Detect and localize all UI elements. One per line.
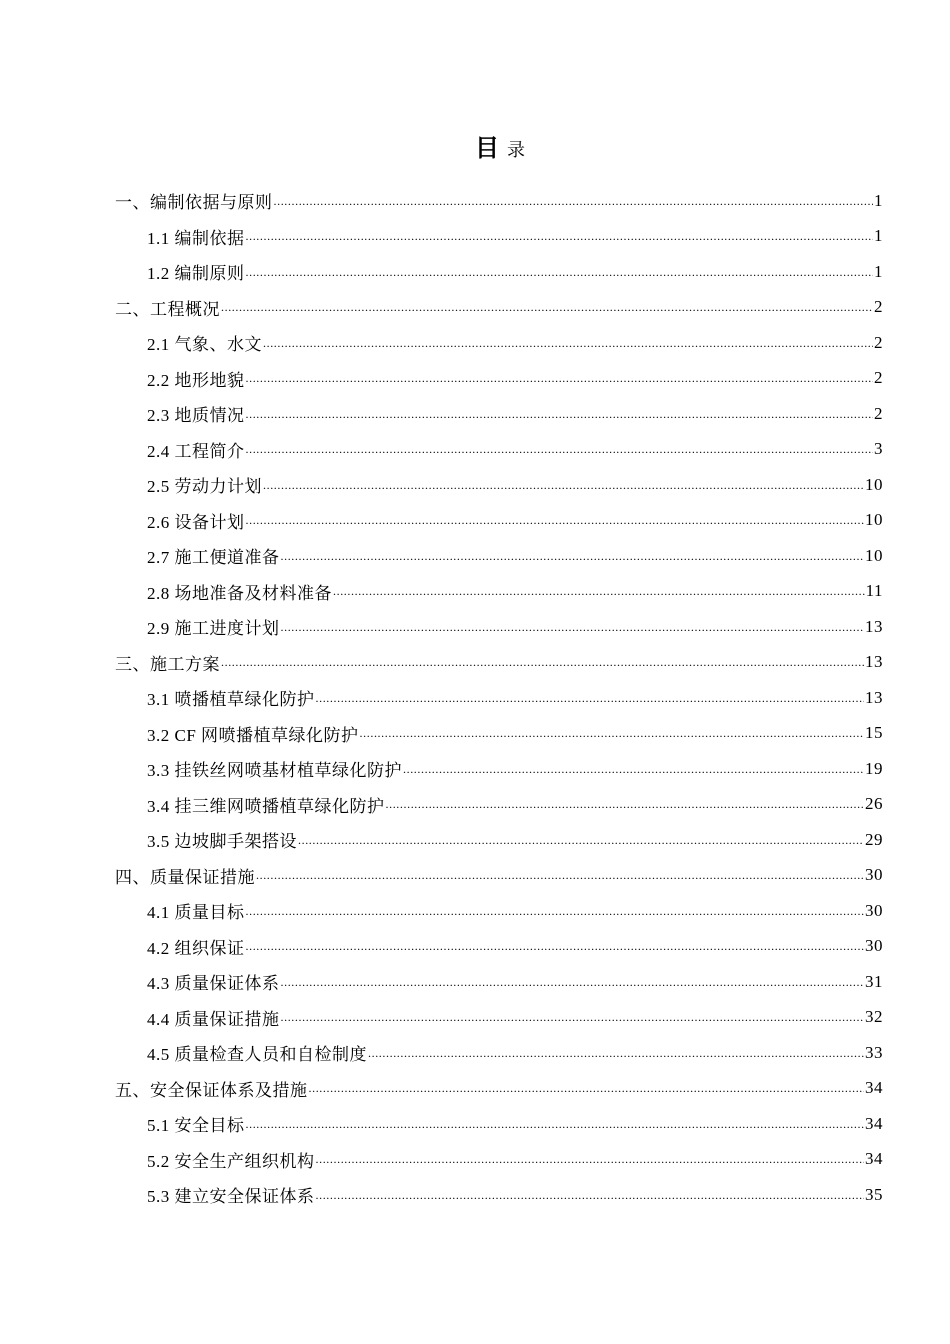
toc-leader-dots: [246, 371, 874, 391]
toc-entry[interactable]: [115, 467, 883, 503]
toc-title: [0, 134, 950, 165]
toc-entry-title: 4.3 质量保证体系: [147, 974, 280, 994]
toc-leader-dots: [246, 939, 865, 959]
toc-entry[interactable]: [115, 822, 883, 858]
toc-entry-title: 4.4 质量保证措施: [147, 1009, 280, 1029]
toc-page-number: 15: [865, 723, 883, 743]
toc-leader-dots: [368, 1046, 864, 1066]
toc-entry-title: 2.3 地质情况: [147, 406, 245, 426]
toc-entry-title: 5.1 安全目标: [147, 1116, 245, 1136]
toc-entry-title: 二、工程概况: [115, 299, 220, 319]
toc-entry[interactable]: [115, 787, 883, 823]
toc-page-number: 10: [865, 545, 883, 565]
toc-page-number: 1: [874, 190, 883, 210]
toc-entry[interactable]: [115, 929, 883, 965]
toc-entry-title: 三、施工方案: [115, 654, 220, 674]
toc-entry-title: 4.2 组织保证: [147, 938, 245, 958]
toc-page-number: 1: [874, 261, 883, 281]
toc-page-number: 30: [865, 936, 883, 956]
toc-entry-title: 一、编制依据与原则: [115, 193, 273, 213]
toc-page-number: 35: [865, 1184, 883, 1204]
toc-page-number: 30: [865, 900, 883, 920]
toc-leader-dots: [281, 549, 865, 569]
toc-leader-dots: [386, 797, 865, 817]
toc-leader-dots: [281, 1010, 865, 1030]
toc-entry[interactable]: [115, 396, 883, 432]
toc-leader-dots: [246, 904, 865, 924]
toc-leader-dots: [316, 1152, 865, 1172]
toc-entry-title: 2.4 工程简介: [147, 441, 245, 461]
toc-leader-dots: [263, 336, 873, 356]
toc-entry-title: 2.1 气象、水文: [147, 335, 262, 355]
table-of-contents: [115, 183, 883, 1213]
toc-leader-dots: [246, 229, 874, 249]
toc-entry-title: 3.3 挂铁丝网喷基材植草绿化防护: [147, 761, 402, 781]
toc-leader-dots: [403, 762, 864, 782]
toc-entry-title: 2.2 地形地貌: [147, 370, 245, 390]
toc-entry[interactable]: [115, 183, 883, 219]
toc-page-number: 34: [865, 1149, 883, 1169]
toc-entry[interactable]: [115, 290, 883, 326]
toc-entry-title: 3.2 CF 网喷播植草绿化防护: [147, 725, 359, 745]
toc-page-number: 30: [865, 865, 883, 885]
toc-entry-title: 1.2 编制原则: [147, 264, 245, 284]
toc-leader-dots: [274, 194, 874, 214]
toc-entry-title: 2.8 场地准备及材料准备: [147, 583, 332, 603]
toc-entry-title: 5.2 安全生产组织机构: [147, 1151, 315, 1171]
toc-entry[interactable]: [115, 858, 883, 894]
toc-entry[interactable]: [115, 716, 883, 752]
toc-entry-title: 5.3 建立安全保证体系: [147, 1187, 315, 1207]
toc-entry-title: 3.4 挂三维网喷播植草绿化防护: [147, 796, 385, 816]
toc-page-number: 1: [874, 226, 883, 246]
toc-leader-dots: [246, 1117, 865, 1137]
toc-page-number: 2: [874, 332, 883, 352]
toc-entry-title: 2.9 施工进度计划: [147, 619, 280, 639]
toc-title-main: 目: [475, 136, 499, 162]
toc-leader-dots: [246, 442, 874, 462]
toc-page-number: 33: [865, 1042, 883, 1062]
toc-leader-dots: [298, 833, 864, 853]
toc-entry[interactable]: [115, 1177, 883, 1213]
toc-entry[interactable]: [115, 361, 883, 397]
toc-entry[interactable]: [115, 680, 883, 716]
toc-entry[interactable]: [115, 1071, 883, 1107]
toc-leader-dots: [246, 407, 874, 427]
toc-page-number: 10: [865, 510, 883, 530]
toc-page-number: 34: [865, 1113, 883, 1133]
toc-entry-title: 3.1 喷播植草绿化防护: [147, 690, 315, 710]
toc-leader-dots: [221, 655, 864, 675]
toc-entry[interactable]: [115, 432, 883, 468]
toc-entry[interactable]: [115, 503, 883, 539]
toc-entry[interactable]: [115, 1000, 883, 1036]
toc-leader-dots: [281, 975, 865, 995]
toc-leader-dots: [263, 478, 864, 498]
toc-entry-title: 四、质量保证措施: [115, 867, 255, 887]
toc-page-number: 2: [874, 297, 883, 317]
toc-entry-title: 2.6 设备计划: [147, 512, 245, 532]
toc-page-number: 29: [865, 829, 883, 849]
toc-page-number: 34: [865, 1078, 883, 1098]
toc-leader-dots: [309, 1081, 865, 1101]
toc-entry-title: 3.5 边坡脚手架搭设: [147, 832, 297, 852]
toc-page-number: 2: [874, 368, 883, 388]
toc-entry-title: 2.7 施工便道准备: [147, 548, 280, 568]
toc-leader-dots: [281, 620, 865, 640]
toc-page-number: 10: [865, 474, 883, 494]
toc-title-rest: 录: [507, 140, 525, 160]
toc-leader-dots: [256, 868, 864, 888]
toc-page-number: 26: [865, 794, 883, 814]
toc-entry[interactable]: [115, 538, 883, 574]
toc-entry[interactable]: [115, 1035, 883, 1071]
toc-page-number: 13: [865, 687, 883, 707]
toc-entry-title: 2.5 劳动力计划: [147, 477, 262, 497]
toc-page-number: 13: [865, 652, 883, 672]
toc-leader-dots: [360, 726, 864, 746]
toc-leader-dots: [246, 513, 865, 533]
toc-entry[interactable]: [115, 219, 883, 255]
toc-entry-title: 五、安全保证体系及措施: [115, 1080, 308, 1100]
toc-entry[interactable]: [115, 751, 883, 787]
toc-page-number: 3: [874, 439, 883, 459]
toc-leader-dots: [316, 1188, 865, 1208]
toc-page-number: 2: [874, 403, 883, 423]
toc-page-number: 32: [865, 1007, 883, 1027]
toc-entry-title: 1.1 编制依据: [147, 228, 245, 248]
toc-leader-dots: [221, 300, 873, 320]
toc-entry[interactable]: [115, 609, 883, 645]
toc-entry[interactable]: [115, 325, 883, 361]
toc-entry[interactable]: [115, 1106, 883, 1142]
toc-entry[interactable]: [115, 645, 883, 681]
toc-entry-title: 4.1 质量目标: [147, 903, 245, 923]
toc-page-number: 19: [865, 758, 883, 778]
toc-entry-title: 4.5 质量检查人员和自检制度: [147, 1045, 367, 1065]
toc-entry[interactable]: [115, 1142, 883, 1178]
toc-page-number: 13: [865, 616, 883, 636]
toc-entry[interactable]: [115, 254, 883, 290]
toc-leader-dots: [316, 691, 865, 711]
toc-leader-dots: [333, 584, 865, 604]
toc-page-number: 31: [865, 971, 883, 991]
toc-page-number: 11: [865, 581, 883, 601]
toc-entry[interactable]: [115, 964, 883, 1000]
toc-entry[interactable]: [115, 893, 883, 929]
toc-entry[interactable]: [115, 574, 883, 610]
toc-leader-dots: [246, 265, 874, 285]
